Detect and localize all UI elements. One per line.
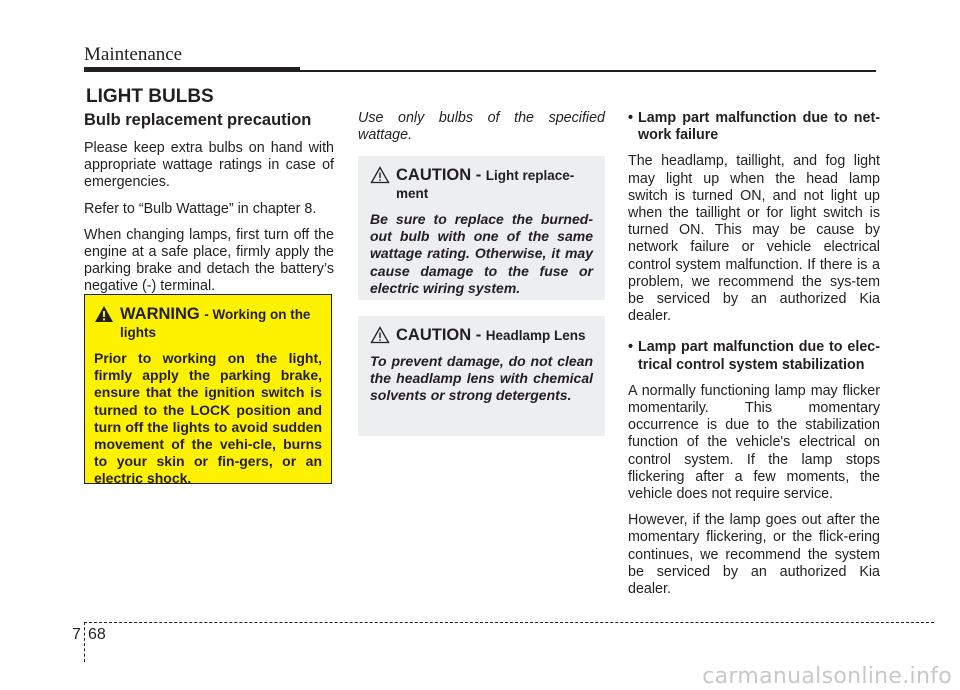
header-rule-thin (300, 70, 876, 72)
paragraph: A normally functioning lamp may flicker momentarily. This momentary occurrence is due to the stabilization function of the vehicle's electrical on control system. If the lamp stops flickering after a few moments, the vehicle does not require service. (628, 382, 880, 503)
column-2 (358, 110, 605, 144)
caution-text: Be sure to replace the burned-out bulb with one of the same wattage rating. Otherwise, it may cause damage to the fuse or electric wiring system. (370, 211, 593, 296)
caution-triangle-icon (370, 166, 390, 184)
footer-divider (84, 622, 85, 662)
paragraph: Refer to “Bulb Wattage” in chapter 8. (84, 200, 317, 217)
header-rule-thick (84, 67, 300, 72)
caution-box-light-replacement (358, 156, 605, 300)
bullet-text: Lamp part malfunction due to net-work failure (638, 110, 880, 144)
chapter-number: 7 (72, 626, 81, 643)
paragraph: Please keep extra bulbs on hand with appropriate wattage ratings in case of emergencies. (84, 140, 334, 191)
warning-subtitle: - Working on the lights (120, 307, 311, 340)
caution-box-headlamp-lens (358, 316, 605, 436)
page-title: LIGHT BULBS (86, 86, 214, 107)
paragraph: The headlamp, taillight, and fog light may light up when the head lamp switch is turned ON, and not light up when the taillight or for light switch is turned ON. This may be cause by network failure or vehicle electrical control system malfunction. If there is a problem, we recommend the sys-tem be serviced by an authorized Kia dealer. (628, 153, 880, 325)
column-1 (84, 110, 334, 305)
bullet-heading (628, 110, 880, 144)
caution-label: CAUTION - (396, 326, 482, 344)
section-header: Maintenance (84, 44, 183, 65)
caution-triangle-icon (370, 326, 390, 344)
bullet-icon: • (628, 110, 634, 126)
subsection-heading: Bulb replacement precaution (84, 111, 312, 129)
bullet-heading (628, 339, 880, 373)
warning-box (84, 294, 332, 487)
watermark: carmanualsonline.info (702, 664, 952, 689)
caution-heading (370, 326, 593, 345)
warning-text: Prior to working on the light, firmly apply the parking brake, ensure that the ignition switch is turned to the LOCK position and turn off the lights to avoid sudden movement of the vehi-cle, burns to your skin or fin-gers, or an electric shock. (94, 350, 322, 487)
warning-heading (94, 305, 322, 342)
bullet-icon: • (628, 339, 634, 356)
column-3 (628, 110, 880, 607)
caution-heading (370, 166, 593, 203)
caution-subtitle: Headlamp Lens (485, 328, 586, 343)
caution-text: To prevent damage, do not clean the headlamp lens with chemical solvents or strong detergents. (370, 353, 593, 404)
paragraph: However, if the lamp goes out after the momentary flickering, or the flick-ering continues, we recommend the system be serviced by an authorized Kia dealer. (628, 512, 880, 598)
bullet-text: Lamp part malfunction due to elec-trical control system stabilization (638, 339, 880, 373)
caution-label: CAUTION - (396, 166, 482, 184)
wattage-note: Use only bulbs of the specified wattage. (358, 110, 605, 144)
caution-subtitle: Light replace-ment (396, 168, 575, 201)
page-number: 68 (88, 626, 106, 643)
paragraph: When changing lamps, first turn off the engine at a safe place, firmly apply the parking brake and detach the battery’s negative (-) terminal. (84, 226, 334, 295)
warning-triangle-icon (94, 305, 114, 323)
warning-label: WARNING (120, 305, 200, 323)
footer-rule (84, 622, 934, 623)
